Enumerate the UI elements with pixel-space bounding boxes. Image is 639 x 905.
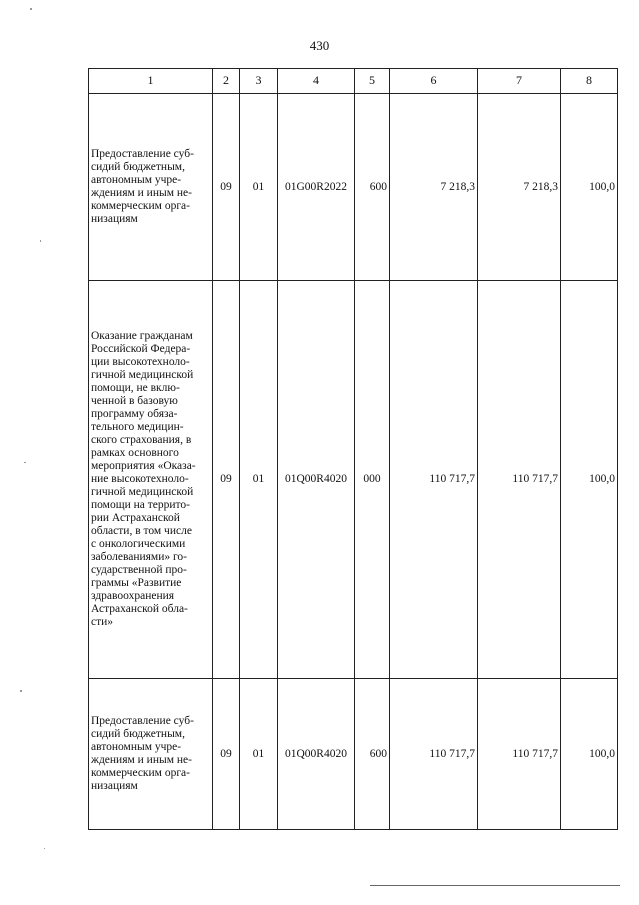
percent-cell: 100,0 [561,679,618,830]
table-row [89,94,618,281]
actual-amount-cell: 7 218,3 [478,94,561,281]
expense-type-cell: 600 [355,94,390,281]
column-header: 3 [240,69,278,94]
subsection-code-cell: 01 [240,679,278,830]
scan-speck [40,240,41,242]
percent-cell: 100,0 [561,281,618,679]
section-code-cell: 09 [213,679,240,830]
planned-amount-cell: 110 717,7 [390,679,478,830]
target-article-cell: 01Q00R4020 [278,281,355,679]
subsection-code-cell: 01 [240,281,278,679]
column-header: 8 [561,69,618,94]
expense-name-cell: Оказание гражданам Российской Федера- ции высокотехноло- гичной медицинской помощи, не вклю- ченной в базовую программу обяза- тельного медицин- ского страхования, в рамках основного мероприятия «Оказа- ние высокотехноло- гичной медицинской помощи на террито- рии Астраханской области, в том числе с онкологическими заболеваниями» го- сударственной про- граммы «Развитие здравоохранения Астраханской обла- сти» [89,281,213,679]
expense-type-cell: 000 [355,281,390,679]
planned-amount-cell: 110 717,7 [390,281,478,679]
expense-name-cell: Предоставление суб- сидий бюджетным, автономным учре- ждениям и иным не- коммерческим орга- низациям [89,94,213,281]
page-number: 430 [309,38,330,53]
footer-rule [370,885,620,886]
target-article-cell: 01G00R2022 [278,94,355,281]
section-code-cell: 09 [213,94,240,281]
expense-type-cell: 600 [355,679,390,830]
column-header: 5 [355,69,390,94]
subsection-code-cell: 01 [240,94,278,281]
scan-speck [44,848,45,849]
actual-amount-cell: 110 717,7 [478,679,561,830]
section-code-cell: 09 [213,281,240,679]
scan-speck [30,8,32,10]
column-header: 7 [478,69,561,94]
column-header: 2 [213,69,240,94]
scan-speck [24,462,26,463]
planned-amount-cell: 7 218,3 [390,94,478,281]
column-header: 1 [89,69,213,94]
table-row [89,281,618,679]
budget-table [88,68,618,830]
target-article-cell: 01Q00R4020 [278,679,355,830]
header-row [89,69,618,94]
expense-name-cell: Предоставление суб- сидий бюджетным, автономным учре- ждениям и иным не- коммерческим орга- низациям [89,679,213,830]
column-header: 6 [390,69,478,94]
table-row [89,679,618,830]
percent-cell: 100,0 [561,94,618,281]
scan-speck [20,690,22,692]
actual-amount-cell: 110 717,7 [478,281,561,679]
column-header: 4 [278,69,355,94]
